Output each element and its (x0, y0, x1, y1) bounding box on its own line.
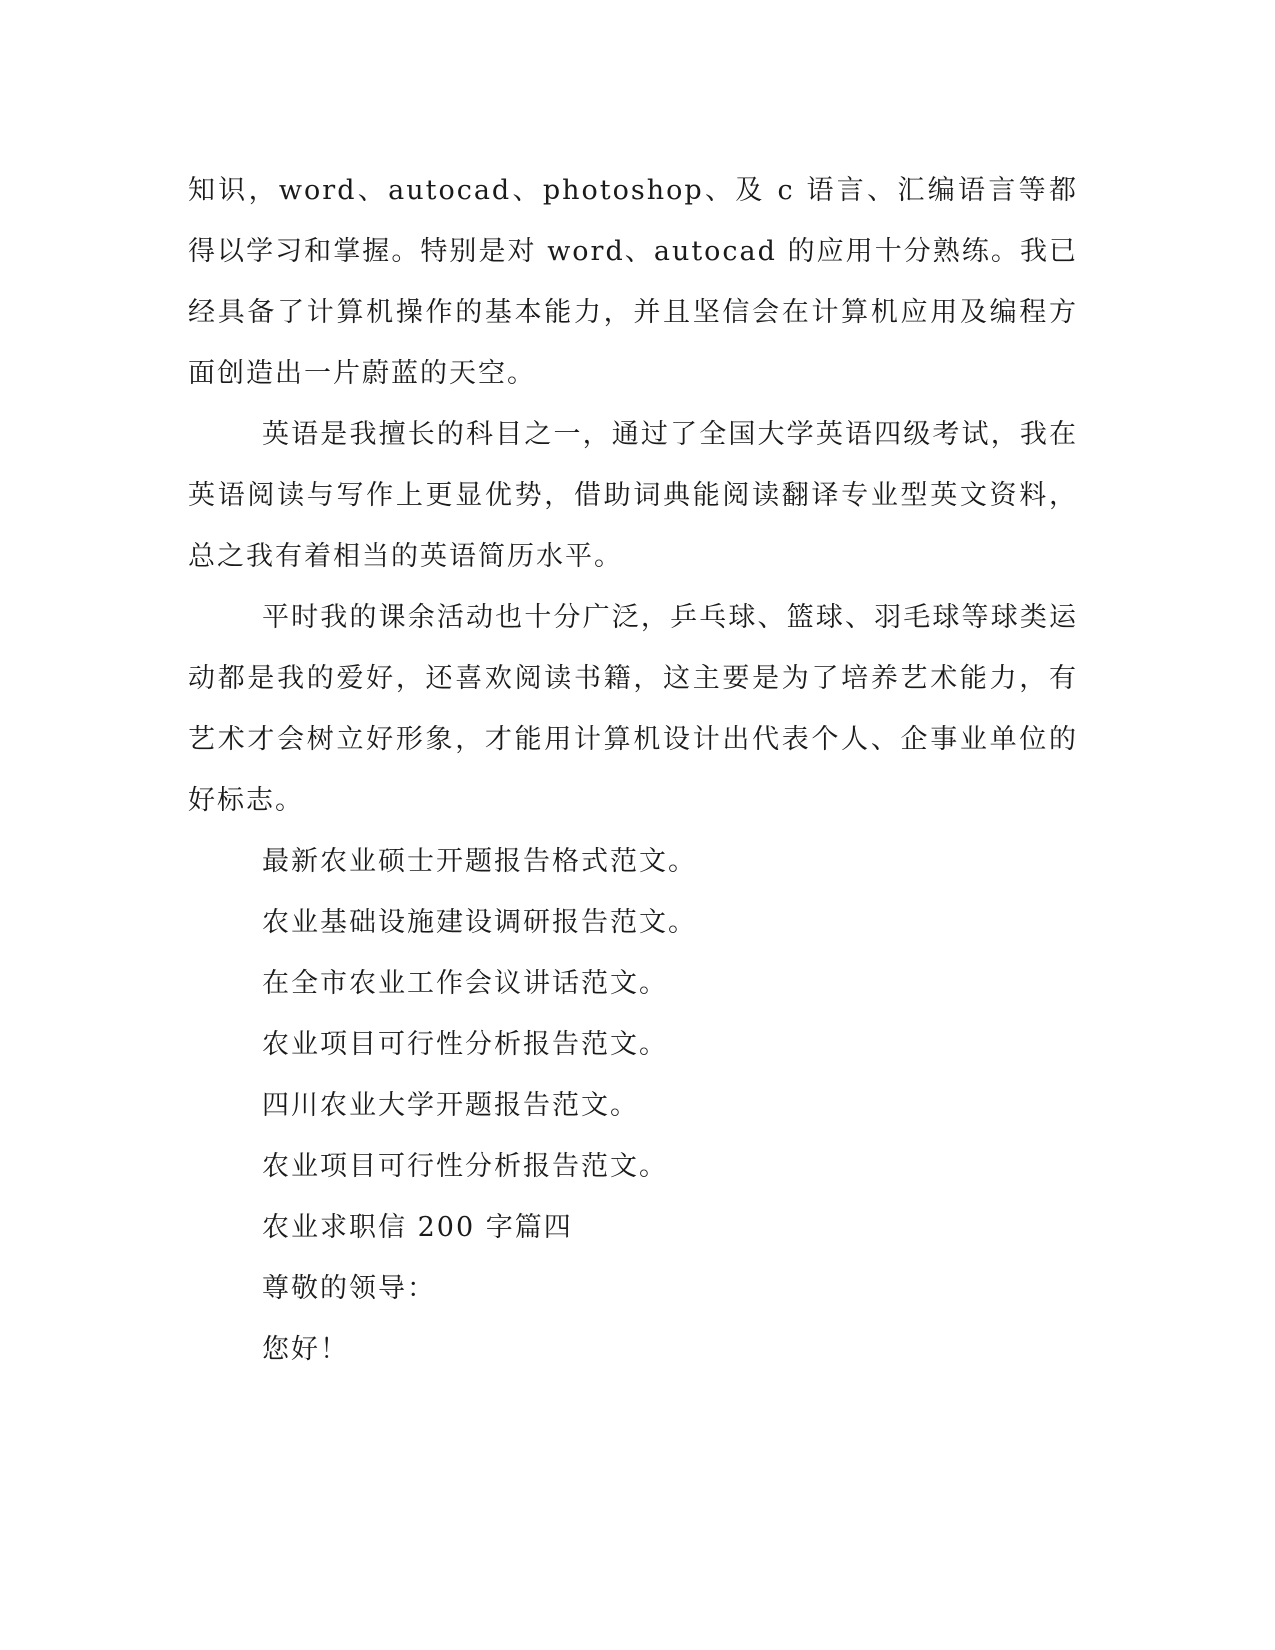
greeting: 您好！ (262, 1334, 349, 1365)
link-line-6: 农业项目可行性分析报告范文。 (262, 1151, 668, 1182)
section-heading: 农业求职信 200 字篇四 (262, 1212, 573, 1243)
link-line-2: 农业基础设施建设调研报告范文。 (262, 907, 697, 938)
link-line-5: 四川农业大学开题报告范文。 (262, 1090, 639, 1121)
paragraph-activities: 平时我的课余活动也十分广泛，乒乓球、篮球、羽毛球等球类运动都是我的爱好，还喜欢阅读书籍，这主要是为了培养艺术能力，有艺术才会树立好形象，才能用计算机设计出代表个人、企事业单位的好标志。 (188, 602, 1078, 816)
document-body (188, 160, 1078, 1380)
paragraph-computer-skills: 知识，word、autocad、photoshop、及 c 语言、汇编语言等都得以学习和掌握。特别是对 word、autocad 的应用十分熟练。我已经具备了计算机操作的基本能力，并且坚信会在计算机应用及编程方面创造出一片蔚蓝的天空。 (188, 175, 1078, 389)
salutation: 尊敬的领导： (262, 1273, 436, 1304)
link-line-3: 在全市农业工作会议讲话范文。 (262, 968, 668, 999)
link-line-4: 农业项目可行性分析报告范文。 (262, 1029, 668, 1060)
paragraph-english-skills: 英语是我擅长的科目之一，通过了全国大学英语四级考试，我在英语阅读与写作上更显优势，借助词典能阅读翻译专业型英文资料，总之我有着相当的英语简历水平。 (188, 419, 1078, 572)
link-line-1: 最新农业硕士开题报告格式范文。 (262, 846, 697, 877)
